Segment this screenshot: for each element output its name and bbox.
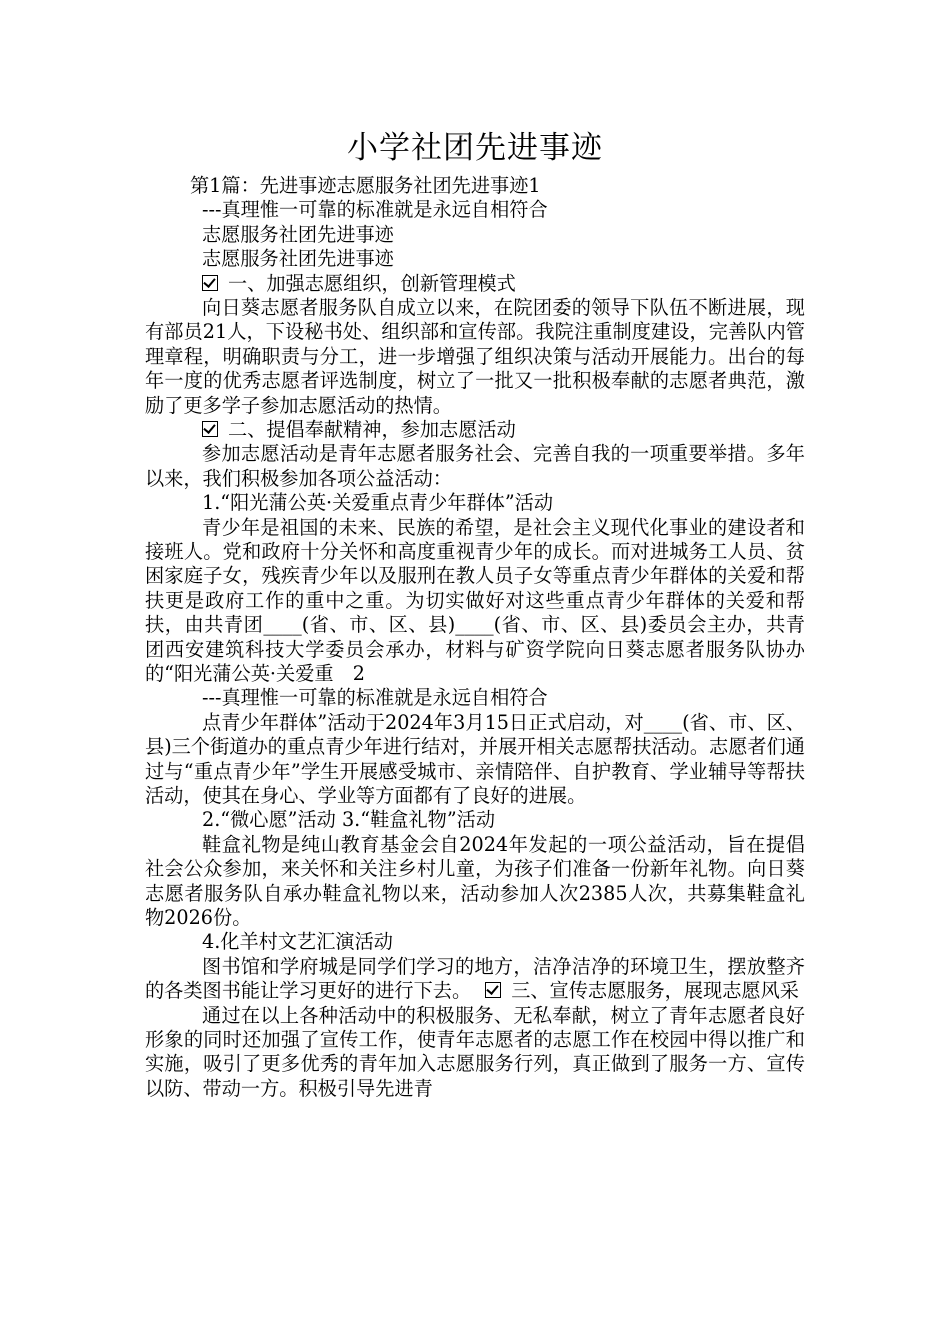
- paragraph: 鞋盒礼物是纯山教育基金会自2024年发起的一项公益活动，旨在提倡社会公众参加，来关怀和关注乡村儿童，为孩子们准备一份新年礼物。向日葵志愿者服务队自承办鞋盒礼物以来，活动参加人次2385人次，共募集鞋盒礼物2026份。: [145, 832, 805, 930]
- document-body: [145, 174, 805, 1101]
- paragraph: 向日葵志愿者服务队自成立以来，在院团委的领导下队伍不断进展，现有部员21人，下设秘书处、组织部和宣传部。我院注重制度建设，完善队内管理章程，明确职责与分工，进一步增强了组织决策与活动开展能力。出台的每年一度的优秀志愿者评选制度，树立了一批又一批积极奉献的志愿者典范，激励了更多学子参加志愿活动的热情。: [145, 295, 805, 417]
- activity-item: 4.化羊村文艺汇演活动: [202, 930, 393, 954]
- checkbox-checked-icon: [202, 421, 218, 437]
- checkbox-checked-icon: [202, 275, 218, 291]
- motto-line: ---真理惟一可靠的标准就是永远自相符合: [202, 686, 548, 710]
- activity-item: 1.“阳光蒲公英·关爱重点青少年群体”活动: [202, 491, 554, 515]
- paragraph: 通过在以上各种活动中的积极服务、无私奉献，树立了青年志愿者良好形象的同时还加强了宣传工作，使青年志愿者的志愿工作在校园中得以推广和实施，吸引了更多优秀的青年加入志愿服务行列，真正做到了服务一方、宣传以防、带动一方。积极引导先进青: [145, 1003, 805, 1100]
- paragraph-text: 图书馆和学府城是同学们学习的地方，洁净洁净的环境卫生，摆放整齐的各类图书能让学习更好的进行下去。: [145, 954, 805, 1003]
- paragraph: 点青少年群体”活动于2024年3月15日正式启动，对____(省、市、区、县)三个街道办的重点青少年进行结对，并展开相关志愿帮扶活动。志愿者们通过与“重点青少年”学生开展感受城市、亲情陪伴、自护教育、学业辅导等帮扶活动，使其在身心、学业等方面都有了良好的进展。: [145, 710, 805, 808]
- subtitle-line: 志愿服务社团先进事迹: [202, 222, 394, 246]
- activity-item: 2.“微心愿”活动 3.“鞋盒礼物”活动: [202, 808, 496, 832]
- checkbox-checked-icon: [485, 982, 501, 998]
- article-heading: 第1篇：先进事迹志愿服务社团先进事迹1: [190, 174, 541, 197]
- section-heading-text: 一、加强志愿组织，创新管理模式: [228, 271, 516, 295]
- document-title: 小学社团先进事迹: [347, 130, 603, 166]
- section-heading-text: 三、宣传志愿服务，展现志愿风采: [511, 979, 799, 1003]
- section-heading-text: 二、提倡奉献精神，参加志愿活动: [228, 417, 516, 441]
- paragraph: [145, 955, 805, 1004]
- paragraph: 参加志愿活动是青年志愿者服务社会、完善自我的一项重要举措。多年以来，我们积极参加各项公益活动：: [145, 442, 805, 490]
- section-heading-2: [145, 418, 805, 442]
- motto-line: ---真理惟一可靠的标准就是永远自相符合: [202, 198, 548, 222]
- subtitle-line: 志愿服务社团先进事迹: [202, 247, 394, 271]
- paragraph: 青少年是祖国的未来、民族的希望，是社会主义现代化事业的建设者和接班人。党和政府十分关怀和高度重视青少年的成长。而对进城务工人员、贫困家庭子女，残疾青少年以及服刑在教人员子女等重点青少年群体的关爱和帮扶更是政府工作的重中之重。为切实做好对这些重点青少年群体的关爱和帮扶，由共青团____(省、市、区、县)____(省、市、区、县)委员会主办，共青团西安建筑科技大学委员会承办，材料与矿资学院向日葵志愿者服务队协办的“阳光蒲公英·关爱重 2: [145, 515, 805, 686]
- section-heading-1: [145, 272, 805, 296]
